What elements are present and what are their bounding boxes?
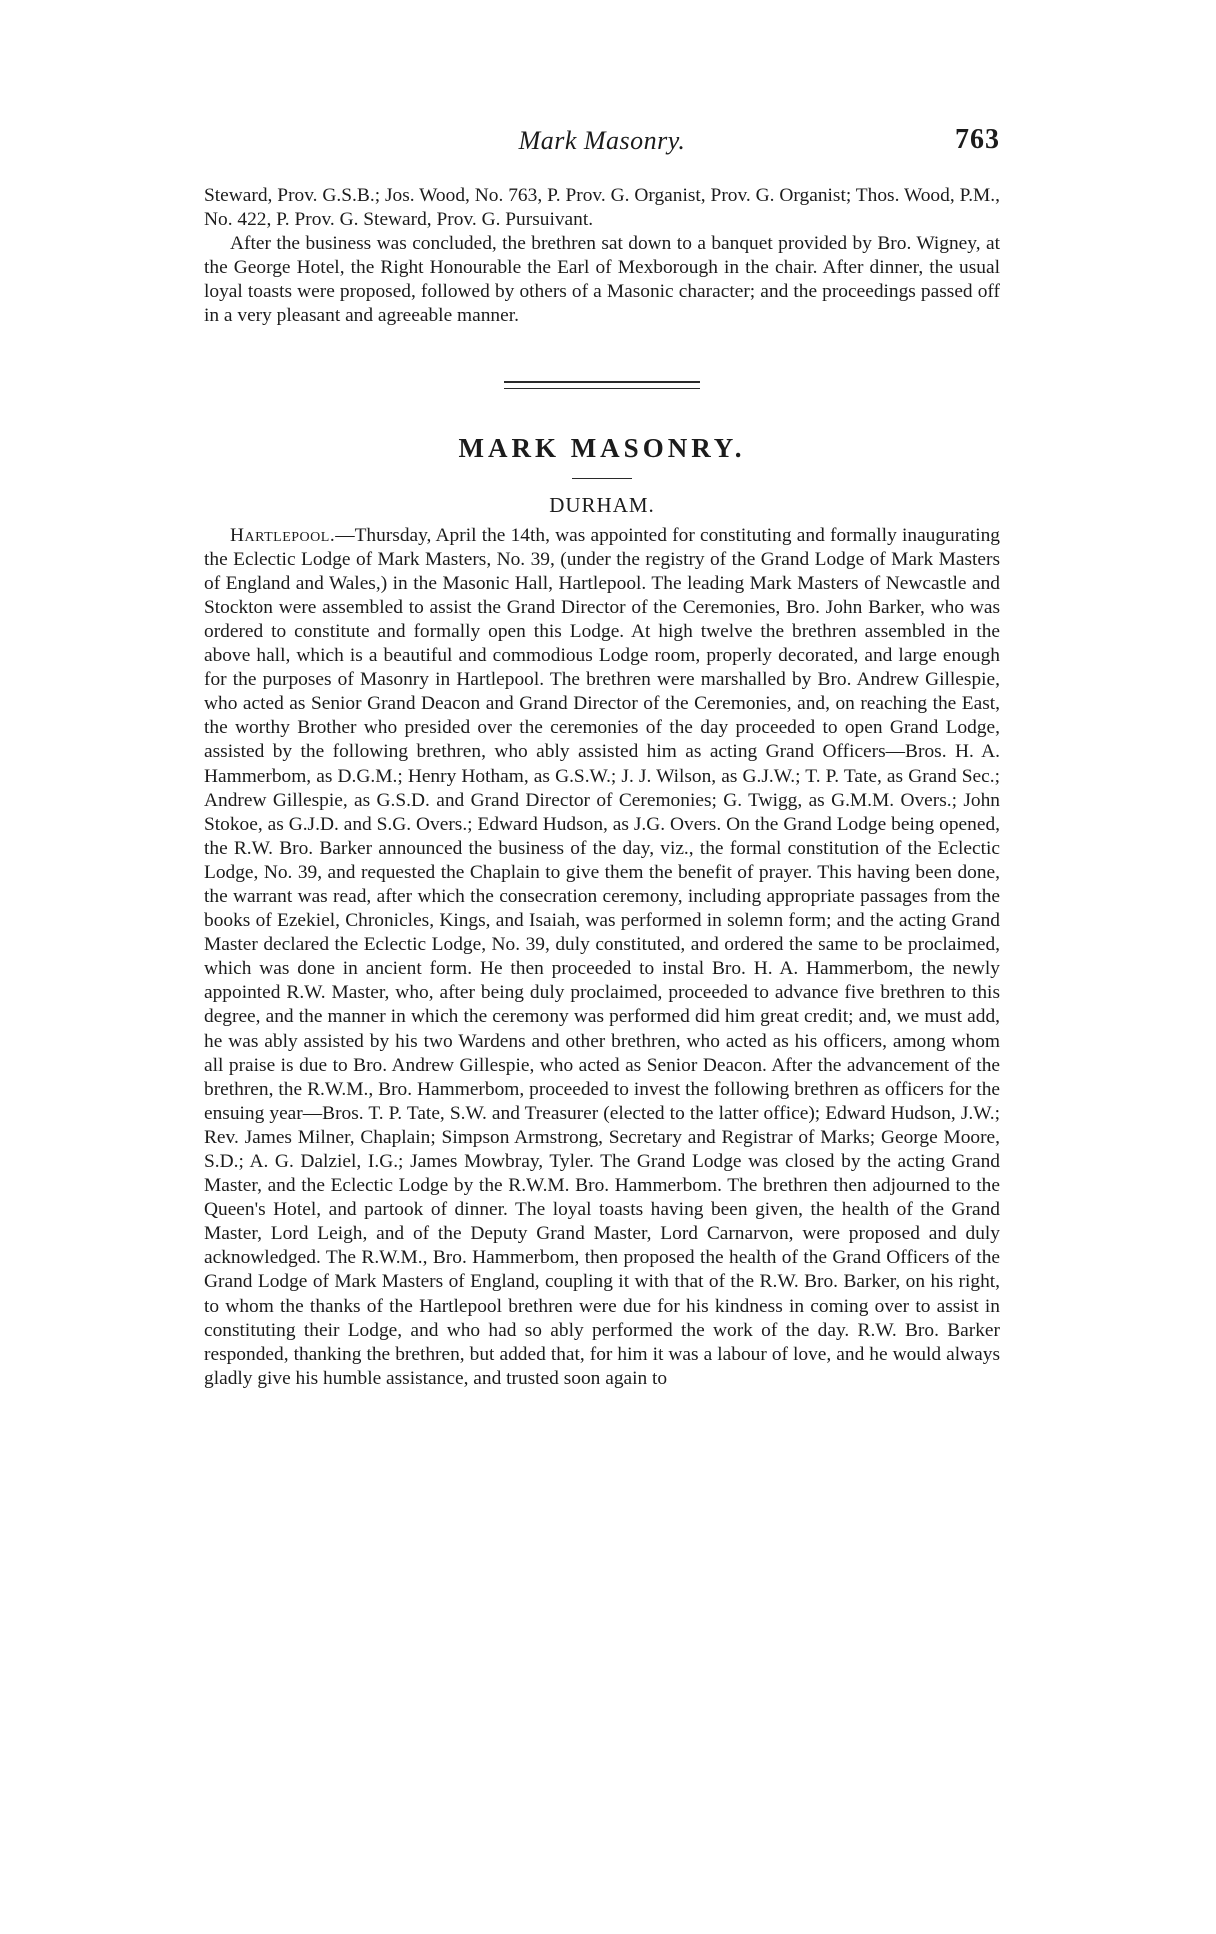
district-heading: DURHAM. <box>549 492 655 517</box>
place-name: Hartlepool. <box>230 524 336 546</box>
document-page <box>204 120 1000 1391</box>
article-body <box>204 524 1000 1391</box>
previous-article-continuation: Steward, Prov. G.S.B.; Jos. Wood, No. 763, P. Prov. G. Organist, Prov. G. Organist; Thos. Wood, P.M., No. 422, P. Prov. G. Steward, Prov. G. Pursuivant. <box>204 185 1000 231</box>
previous-article-closing-paragraph: After the business was concluded, the brethren sat down to a banquet provided by Bro. Wigney, at the George Hotel, the Right Honourable the Earl of Mexborough in the chair. After dinner, the usual loyal toasts were proposed, followed by others of a Masonic character; and the proceedings passed off in a very pleasant and agreeable manner. <box>204 233 1000 327</box>
article-title: MARK MASONRY. <box>458 432 746 463</box>
running-title: Mark Masonry. <box>518 126 686 155</box>
title-underline-rule <box>572 478 632 479</box>
page-number: 763 <box>955 124 1000 155</box>
running-head <box>204 120 1000 184</box>
article-body-text: —Thursday, April the 14th, was appointed for constituting and formally inaugurating the Eclectic Lodge of Mark Masters, No. 39, (under the registry of the Grand Lodge of Mark Masters of England and Wales,) in the Masonic Hall, Hartlepool. The leading Mark Masters of Newcastle and Stockton were assembled to assist the Grand Director of the Ceremonies, Bro. John Barker, who was ordered to constitute and formally open this Lodge. At high twelve the brethren assembled in the above hall, which is a beautiful and commodious Lodge room, properly decorated, and large enough for the purposes of Masonry in Hartlepool. The brethren were marshalled by Bro. Andrew Gillespie, who acted as Senior Grand Deacon and Grand Director of the Ceremonies, and, on reaching the East, the worthy Brother who presided over the ceremonies of the day proceeded to open Grand Lodge, assisted by the following brethren, who ably assisted him as acting Grand Officers—Bros. H. A. Hammerbom, as D.G.M.; Henry Hotham, as G.S.W.; J. J. Wilson, as G.J.W.; T. P. Tate, as Grand Sec.; Andrew Gillespie, as G.S.D. and Grand Director of Ceremonies; G. Twigg, as G.M.M. Overs.; John Stokoe, as G.J.D. and S.G. Overs.; Edward Hudson, as J.G. Overs. On the Grand Lodge being opened, the R.W. Bro. Barker announced the business of the day, viz., the formal constitution of the Eclectic Lodge, No. 39, and requested the Chaplain to give them the benefit of prayer. This having been done, the warrant was read, after which the consecration ceremony, including appropriate passages from the books of Ezekiel, Chronicles, Kings, and Isaiah, was performed in solemn form; and the acting Grand Master declared the Eclectic Lodge, No. 39, duly constituted, and ordered the same to be proclaimed, which was done in ancient form. He then proceeded to instal Bro. H. A. Hammerbom, the newly appointed R.W. Master, who, after being duly proclaimed, proceeded to advance five brethren to this degree, and the manner in which the ceremony was performed did him great credit; and, we must add, he was ably assisted by his two Wardens and other brethren, who acted as his officers, among whom all praise is due to Bro. Andrew Gillespie, who acted as Senior Deacon. After the advancement of the brethren, the R.W.M., Bro. Hammerbom, proceeded to invest the following brethren as officers for the ensuing year—Bros. T. P. Tate, S.W. and Treasurer (elected to the latter office); Edward Hudson, J.W.; Rev. James Milner, Chaplain; Simpson Armstrong, Secretary and Registrar of Marks; George Moore, S.D.; A. G. Dalziel, I.G.; James Mowbray, Tyler. The Grand Lodge was closed by the acting Grand Master, and the Eclectic Lodge by the R.W.M. Bro. Hammerbom. The brethren then adjourned to the Queen's Hotel, and partook of dinner. The loyal toasts having been given, the health of the Grand Master, Lord Leigh, and of the Deputy Grand Master, Lord Carnarvon, were proposed and duly acknowledged. The R.W.M., Bro. Hammerbom, then proposed the health of the Grand Officers of the Grand Lodge of Mark Masters of England, coupling it with that of the R.W. Bro. Barker, on his right, to whom the thanks of the Hartlepool brethren were due for his kindness in coming over to assist in constituting their Lodge, and who had so ably performed the work of the day. R.W. Bro. Barker responded, thanking the brethren, but added that, for him it was a labour of love, and he would always gladly give his humble assistance, and trusted soon again to <box>204 524 1000 1389</box>
section-divider-rule <box>504 381 700 389</box>
